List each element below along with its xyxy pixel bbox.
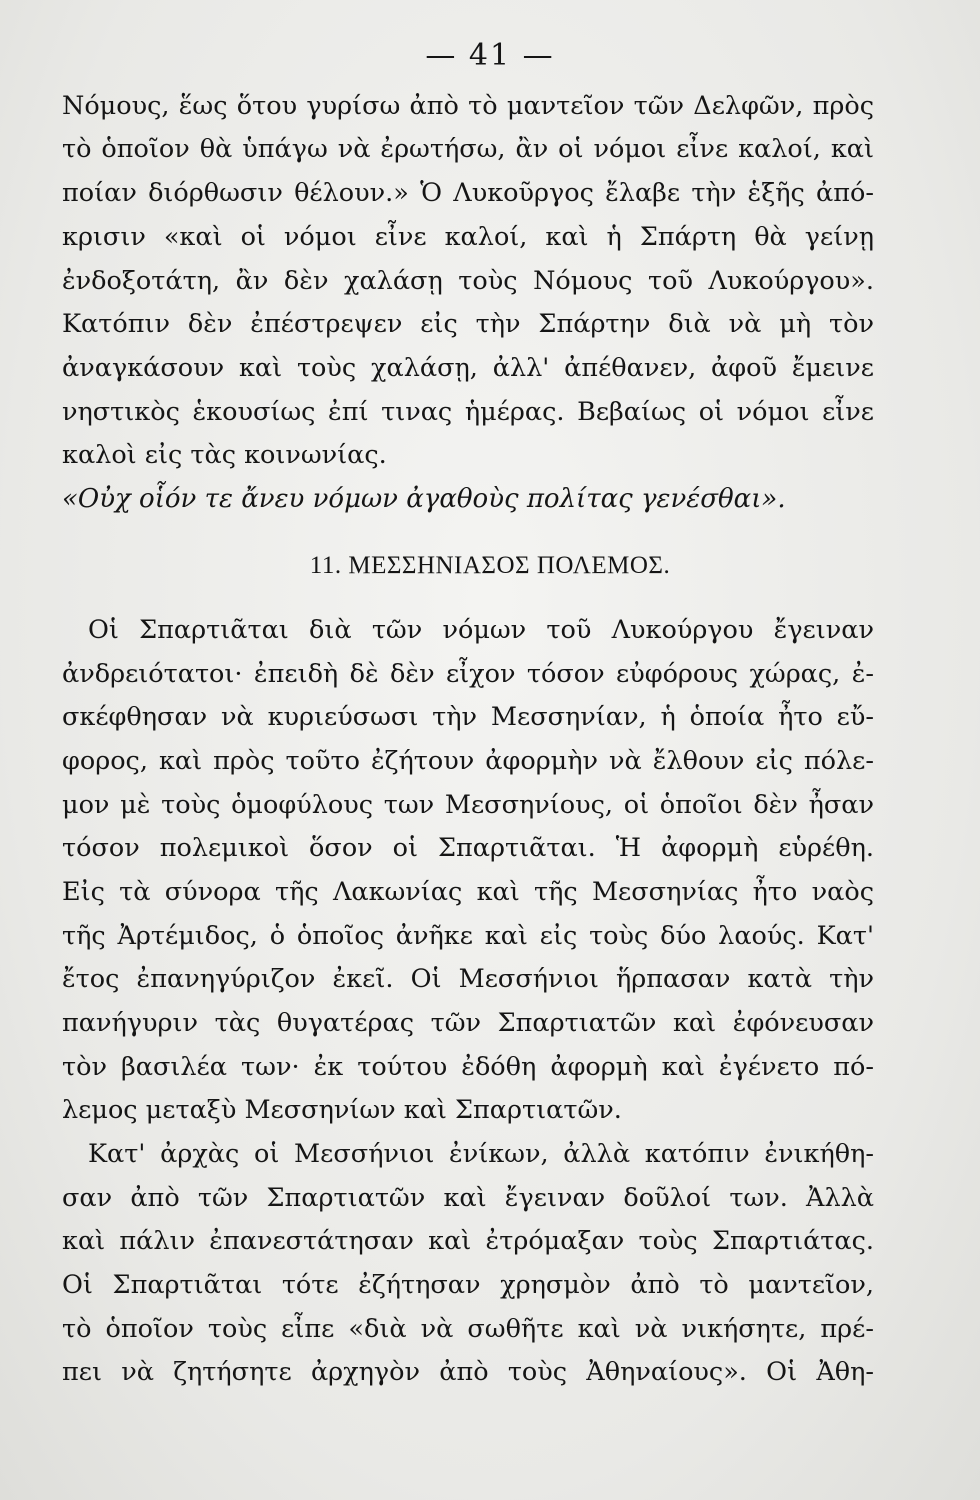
text-line: Οἱ Σπαρτιᾶται διὰ τῶν νόμων τοῦ Λυκούργου ἔγειναν (88, 615, 874, 645)
text-line: ἀνδρειότατοι· ἐπειδὴ δὲ δὲν εἶχον τόσον εὐφόρους χώρας, ἐ- (62, 659, 874, 689)
text-line: τὸν βασιλέα των· ἐκ τούτου ἐδόθη ἀφορμὴ καὶ ἐγένετο πό- (62, 1052, 874, 1082)
text-line: καλοὶ εἰς τὰς κοινωνίας. (62, 440, 387, 470)
text-line: ἔτος ἐπανηγύριζον ἐκεῖ. Οἱ Μεσσήνιοι ἥρπασαν κατὰ τὴν (62, 964, 874, 994)
text-line: τῆς Ἀρτέμιδος, ὁ ὁποῖος ἀνῆκε καὶ εἰς τοὺς δύο λαούς. Κατ' (62, 921, 874, 951)
text-line: μον μὲ τοὺς ὁμοφύλους των Μεσσηνίους, οἱ ὁποῖοι δὲν ἦσαν (62, 790, 874, 820)
latin-quote: «Οὐχ οἷόν τε ἄνευ νόμων ἀγαθοὺς πολίτας γενέσθαι». (62, 484, 786, 514)
text-line: κρισιν «καὶ οἱ νόμοι εἶνε καλοί, καὶ ἡ Σπάρτη θὰ γείνῃ (62, 222, 874, 252)
text-line: φορος, καὶ πρὸς τοῦτο ἐζήτουν ἀφορμὴν νὰ ἔλθουν εἰς πόλε- (62, 746, 874, 776)
page-number: — 41 — (425, 38, 555, 73)
text-line: τὸ ὁποῖον θὰ ὑπάγω νὰ ἐρωτήσω, ἂν οἱ νόμοι εἶνε καλοί, καὶ (62, 134, 874, 164)
text-line: καὶ πάλιν ἐπανεστάτησαν καὶ ἐτρόμαξαν τοὺς Σπαρτιάτας. (62, 1226, 874, 1256)
text-line: Κατόπιν δὲν ἐπέστρεψεν εἰς τὴν Σπάρτην διὰ νὰ μὴ τὸν (62, 309, 874, 339)
text-line: σαν ἀπὸ τῶν Σπαρτιατῶν καὶ ἔγειναν δοῦλοί των. Ἀλλὰ (62, 1183, 874, 1213)
text-line: τόσον πολεμικοὶ ὅσον οἱ Σπαρτιᾶται. Ἡ ἀφορμὴ εὑρέθη. (62, 833, 874, 863)
text-line: Οἱ Σπαρτιᾶται τότε ἐζήτησαν χρησμὸν ἀπὸ τὸ μαντεῖον, (62, 1270, 874, 1300)
text-line: σκέφθησαν νὰ κυριεύσωσι τὴν Μεσσηνίαν, ἡ ὁποία ἦτο εὔ- (62, 702, 874, 732)
text-line: λεμος μεταξὺ Μεσσηνίων καὶ Σπαρτιατῶν. (62, 1095, 622, 1125)
text-line: ἐνδοξοτάτη, ἂν δὲν χαλάσῃ τοὺς Νόμους τοῦ Λυκούργου». (62, 266, 874, 296)
text-line: Κατ' ἀρχὰς οἱ Μεσσήνιοι ἐνίκων, ἀλλὰ κατόπιν ἐνικήθη- (88, 1139, 874, 1169)
text-line: πει νὰ ζητήσητε ἀρχηγὸν ἀπὸ τοὺς Ἀθηναίους». Οἱ Ἀθη- (62, 1357, 874, 1387)
text-line: τὸ ὁποῖον τοὺς εἶπε «διὰ νὰ σωθῆτε καὶ νὰ νικήσητε, πρέ- (62, 1314, 874, 1344)
section-heading: 11. ΜΕΣΣΗΝΙΑΣΟΣ ΠΟΛΕΜΟΣ. (309, 552, 671, 579)
text-line: Νόμους, ἕως ὅτου γυρίσω ἀπὸ τὸ μαντεῖον τῶν Δελφῶν, πρὸς (62, 91, 874, 121)
text-line: πανήγυριν τὰς θυγατέρας τῶν Σπαρτιατῶν καὶ ἐφόνευσαν (62, 1008, 874, 1038)
text-line: ποίαν διόρθωσιν θέλουν.» Ὁ Λυκοῦργος ἔλαβε τὴν ἑξῆς ἀπό- (62, 178, 874, 208)
text-line: Εἰς τὰ σύνορα τῆς Λακωνίας καὶ τῆς Μεσσηνίας ἦτο ναὸς (62, 877, 874, 907)
text-line: ἀναγκάσουν καὶ τοὺς χαλάσῃ, ἀλλ' ἀπέθανεν, ἀφοῦ ἔμεινε (62, 353, 874, 383)
text-line: νηστικὸς ἑκουσίως ἐπί τινας ἡμέρας. Βεβαίως οἱ νόμοι εἶνε (62, 397, 874, 427)
